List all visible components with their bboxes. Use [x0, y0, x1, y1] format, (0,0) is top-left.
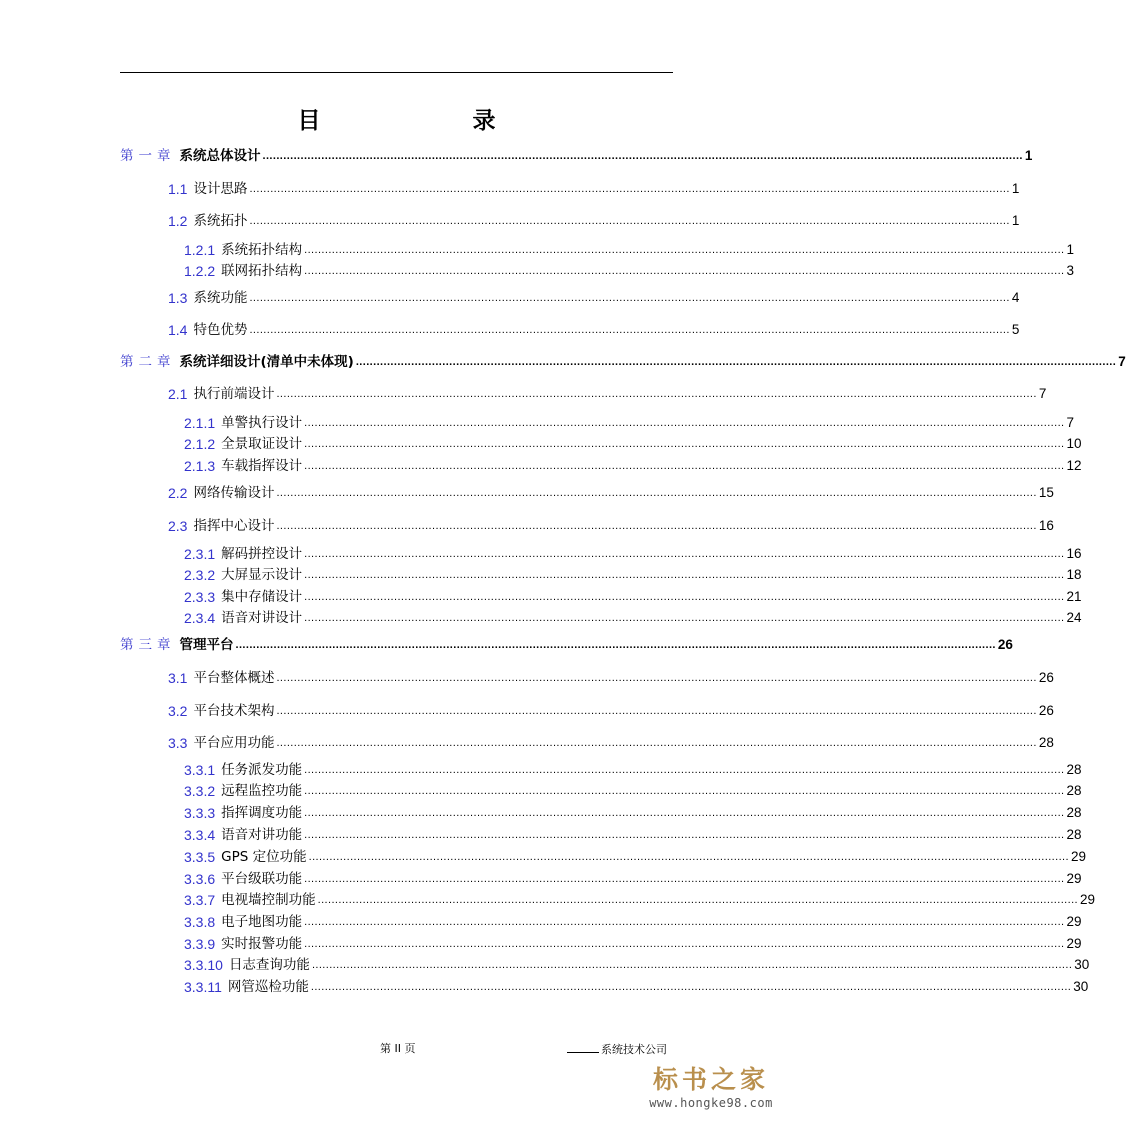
- toc-entry-number: 3.3.3: [184, 805, 216, 821]
- toc-entry-page: 16: [1038, 518, 1054, 533]
- toc-entry[interactable]: [168, 212, 1020, 230]
- toc-entry-label: 语音对讲功能: [221, 827, 303, 843]
- toc-entry-number: 第三章: [120, 637, 176, 653]
- watermark-url: www.hongke98.com: [649, 1096, 773, 1110]
- toc-entry-label: 车载指挥设计: [221, 458, 303, 474]
- toc-entry-label: 日志查询功能: [228, 957, 310, 973]
- toc-entry-page: 26: [997, 637, 1013, 652]
- toc-entry-page: 26: [1038, 703, 1054, 718]
- toc-dot-leader: ............................................................................................................................................................................................................................: [304, 438, 1065, 450]
- toc-entry-number: 1.2.1: [184, 242, 216, 258]
- toc-entry-number: 1.3: [168, 290, 188, 306]
- toc-dot-leader: ............................................................................................................................................................................................................................: [317, 894, 1078, 906]
- toc-entry-label: 联网拓扑结构: [221, 263, 303, 279]
- toc-entry-page: 30: [1073, 979, 1089, 994]
- toc-entry-page: 29: [1070, 849, 1086, 864]
- toc-entry-number: 2.1.2: [184, 436, 216, 452]
- toc-entry[interactable]: [168, 517, 1054, 535]
- footer-company-blank: [567, 1041, 599, 1053]
- toc-dot-leader: ............................................................................................................................................................................................................................: [249, 183, 1010, 195]
- toc-dot-leader: ............................................................................................................................................................................................................................: [304, 244, 1065, 256]
- toc-dot-leader: ............................................................................................................................................................................................................................: [304, 829, 1065, 841]
- toc-entry-page: 24: [1066, 610, 1082, 625]
- toc-dot-leader: ............................................................................................................................................................................................................................: [304, 873, 1065, 885]
- toc-entry-label: 特色优势: [193, 322, 248, 338]
- toc-dot-leader: ............................................................................................................................................................................................................................: [304, 548, 1065, 560]
- toc-entry-page: 4: [1011, 290, 1020, 305]
- toc-entry-page: 29: [1066, 936, 1082, 951]
- toc-entry-number: 2.2: [168, 485, 188, 501]
- toc-entry[interactable]: [184, 804, 1082, 822]
- toc-entry-label: 单警执行设计: [221, 415, 303, 431]
- toc-entry[interactable]: [184, 435, 1082, 453]
- toc-entry-page: 1: [1011, 213, 1020, 228]
- toc-dot-leader: ............................................................................................................................................................................................................................: [308, 851, 1069, 863]
- toc-entry[interactable]: [168, 289, 1020, 307]
- footer-company: [567, 1041, 667, 1057]
- toc-entry-label: 管理平台: [179, 637, 234, 653]
- toc-entry[interactable]: [184, 978, 1089, 996]
- toc-entry-page: 28: [1066, 783, 1082, 798]
- toc-entry[interactable]: [184, 262, 1075, 280]
- toc-entry-label: 语音对讲设计: [221, 610, 303, 626]
- toc-entry-label: 任务派发功能: [221, 762, 303, 778]
- toc-entry-number: 3.3.6: [184, 871, 216, 887]
- toc-entry-number: 3.3.5: [184, 849, 216, 865]
- toc-entry-label: 平台技术架构: [193, 703, 275, 719]
- toc-dot-leader: ............................................................................................................................................................................................................................: [304, 785, 1065, 797]
- toc-dot-leader: ............................................................................................................................................................................................................................: [304, 764, 1065, 776]
- toc-entry-number: 2.3.1: [184, 546, 216, 562]
- toc-entry-page: 1: [1024, 148, 1033, 163]
- toc-entry[interactable]: [184, 870, 1082, 888]
- footer-page-number: 第 II 页: [380, 1042, 416, 1055]
- toc-entry-label: 系统详细设计(清单中未体现): [179, 354, 354, 370]
- toc-entry-number: 3.3.10: [184, 957, 223, 973]
- toc-entry-label: 平台应用功能: [193, 735, 275, 751]
- toc-dot-leader: ............................................................................................................................................................................................................................: [310, 981, 1072, 993]
- toc-entry-number: 3.3.1: [184, 762, 216, 778]
- watermark-name: 标书之家: [652, 1065, 769, 1094]
- toc-entry-label: 平台整体概述: [193, 670, 275, 686]
- toc-entry-number: 3.3.11: [184, 979, 222, 995]
- toc-dot-leader: ............................................................................................................................................................................................................................: [276, 520, 1037, 532]
- toc-entry[interactable]: [184, 935, 1082, 953]
- toc-dot-leader: ............................................................................................................................................................................................................................: [304, 417, 1065, 429]
- toc-entry-page: 7: [1118, 354, 1126, 369]
- toc-entry[interactable]: [184, 891, 1096, 909]
- toc-entry-number: 3.3.9: [184, 936, 216, 952]
- toc-entry-label: 集中存储设计: [221, 589, 303, 605]
- toc-entry-number: 2.3: [168, 518, 188, 534]
- toc-entry[interactable]: [168, 669, 1054, 687]
- toc-dot-leader: ............................................................................................................................................................................................................................: [262, 150, 1023, 162]
- toc-dot-leader: ............................................................................................................................................................................................................................: [276, 487, 1037, 499]
- toc-entry-page: 28: [1038, 735, 1054, 750]
- toc-entry[interactable]: [120, 636, 1013, 654]
- toc-entry-page: 28: [1066, 805, 1082, 820]
- toc-entry[interactable]: [184, 241, 1075, 259]
- toc-entry-label: 网管巡检功能: [227, 979, 309, 995]
- toc-entry-page: 1: [1066, 242, 1075, 257]
- toc-entry-label: GPS 定位功能: [221, 849, 307, 865]
- toc-entry[interactable]: [168, 734, 1054, 752]
- toc-dot-leader: ............................................................................................................................................................................................................................: [235, 639, 996, 651]
- toc-dot-leader: ............................................................................................................................................................................................................................: [276, 705, 1037, 717]
- toc-entry[interactable]: [168, 180, 1020, 198]
- toc-entry-number: 第二章: [120, 354, 176, 370]
- toc-entry-number: 3.3.8: [184, 914, 216, 930]
- toc-entry-number: 2.3.4: [184, 610, 216, 626]
- page-title: 目 录: [297, 108, 568, 134]
- toc-dot-leader: ............................................................................................................................................................................................................................: [249, 215, 1010, 227]
- toc-entry[interactable]: [184, 457, 1082, 475]
- toc-entry-number: 2.1.1: [184, 415, 216, 431]
- toc-entry-number: 3.1: [168, 670, 188, 686]
- toc-entry-label: 执行前端设计: [193, 386, 275, 402]
- toc-entry-number: 3.3: [168, 735, 188, 751]
- toc-dot-leader: ............................................................................................................................................................................................................................: [311, 959, 1073, 971]
- toc-dot-leader: ............................................................................................................................................................................................................................: [276, 737, 1037, 749]
- toc-entry[interactable]: [184, 848, 1086, 866]
- toc-entry-number: 2.3.2: [184, 567, 216, 583]
- toc-entry-number: 2.3.3: [184, 589, 216, 605]
- toc-entry-label: 解码拼控设计: [221, 546, 303, 562]
- toc-dot-leader: ............................................................................................................................................................................................................................: [276, 388, 1037, 400]
- toc-entry[interactable]: [184, 956, 1090, 974]
- toc-entry[interactable]: [184, 826, 1082, 844]
- toc-entry-page: 15: [1038, 485, 1054, 500]
- toc-dot-leader: ............................................................................................................................................................................................................................: [304, 612, 1065, 624]
- toc-entry-label: 平台级联功能: [221, 871, 303, 887]
- toc-dot-leader: ............................................................................................................................................................................................................................: [304, 591, 1065, 603]
- footer-company-name: 系统技术公司: [601, 1043, 667, 1056]
- toc-entry-page: 7: [1038, 386, 1047, 401]
- watermark-logo: [636, 1064, 786, 1116]
- toc-entry[interactable]: [184, 414, 1075, 432]
- toc-entry-number: 2.1.3: [184, 458, 216, 474]
- toc-entry-label: 系统拓扑结构: [221, 242, 303, 258]
- toc-entry[interactable]: [168, 321, 1020, 339]
- toc-dot-leader: ............................................................................................................................................................................................................................: [304, 265, 1065, 277]
- toc-entry-page: 21: [1066, 589, 1082, 604]
- toc-entry[interactable]: [184, 566, 1082, 584]
- toc-entry-number: 3.3.7: [184, 892, 216, 908]
- toc-entry-number: 1.2.2: [184, 263, 216, 279]
- toc-entry-number: 2.1: [168, 386, 188, 402]
- toc-entry[interactable]: [184, 913, 1082, 931]
- toc-dot-leader: ............................................................................................................................................................................................................................: [304, 938, 1065, 950]
- toc-entry-page: 28: [1066, 827, 1082, 842]
- toc-entry-page: 16: [1066, 546, 1082, 561]
- toc-entry-label: 设计思路: [193, 181, 248, 197]
- toc-entry-page: 7: [1066, 415, 1075, 430]
- toc-entry-number: 1.2: [168, 213, 188, 229]
- toc-entry-label: 远程监控功能: [221, 783, 303, 799]
- toc-entry-page: 29: [1066, 871, 1082, 886]
- toc-entry[interactable]: [168, 702, 1054, 720]
- toc-dot-leader: ............................................................................................................................................................................................................................: [304, 460, 1065, 472]
- toc-entry[interactable]: [184, 588, 1082, 606]
- toc-entry-label: 系统拓扑: [193, 213, 248, 229]
- toc-entry[interactable]: [168, 385, 1047, 403]
- toc-entry-label: 网络传输设计: [193, 485, 275, 501]
- toc-dot-leader: ............................................................................................................................................................................................................................: [249, 324, 1010, 336]
- toc-entry[interactable]: [168, 484, 1054, 502]
- toc-entry-label: 全景取证设计: [221, 436, 303, 452]
- toc-entry-page: 29: [1066, 914, 1082, 929]
- toc-entry-label: 电视墙控制功能: [221, 892, 316, 908]
- toc-dot-leader: ............................................................................................................................................................................................................................: [304, 569, 1065, 581]
- toc-dot-leader: ............................................................................................................................................................................................................................: [304, 916, 1065, 928]
- toc-entry-page: 29: [1080, 892, 1096, 907]
- toc-entry-page: 1: [1011, 181, 1020, 196]
- toc-entry-page: 12: [1066, 458, 1082, 473]
- toc-entry-number: 1.1: [168, 181, 188, 197]
- toc-dot-leader: ............................................................................................................................................................................................................................: [276, 672, 1037, 684]
- toc-entry-label: 大屏显示设计: [221, 567, 303, 583]
- toc-entry-number: 3.3.2: [184, 783, 216, 799]
- toc-entry-number: 第一章: [120, 148, 176, 164]
- toc-entry-page: 28: [1066, 762, 1082, 777]
- toc-entry-label: 实时报警功能: [221, 936, 303, 952]
- toc-entry-number: 1.4: [168, 322, 188, 338]
- toc-entry[interactable]: [120, 147, 1033, 165]
- toc-entry-page: 5: [1011, 322, 1020, 337]
- toc-entry-number: 3.3.4: [184, 827, 216, 843]
- toc-entry[interactable]: [184, 782, 1082, 800]
- toc-entry-page: 10: [1066, 436, 1082, 451]
- toc-entry[interactable]: [184, 545, 1082, 563]
- toc-entry-number: 3.2: [168, 703, 188, 719]
- toc-entry-page: 18: [1066, 567, 1082, 582]
- toc-dot-leader: ............................................................................................................................................................................................................................: [355, 356, 1117, 368]
- toc-dot-leader: ............................................................................................................................................................................................................................: [304, 807, 1065, 819]
- toc-entry-label: 电子地图功能: [221, 914, 303, 930]
- toc-entry-page: 30: [1074, 957, 1090, 972]
- toc-entry[interactable]: [120, 353, 1126, 371]
- toc-dot-leader: ............................................................................................................................................................................................................................: [249, 292, 1010, 304]
- toc-entry-page: 3: [1066, 263, 1075, 278]
- toc-entry-label: 系统功能: [193, 290, 248, 306]
- toc-entry-page: 26: [1038, 670, 1054, 685]
- toc-entry[interactable]: [184, 609, 1082, 627]
- toc-entry-label: 指挥中心设计: [193, 518, 275, 534]
- toc-entry-label: 系统总体设计: [179, 148, 261, 164]
- toc-entry[interactable]: [184, 761, 1082, 779]
- toc-entry-label: 指挥调度功能: [221, 805, 303, 821]
